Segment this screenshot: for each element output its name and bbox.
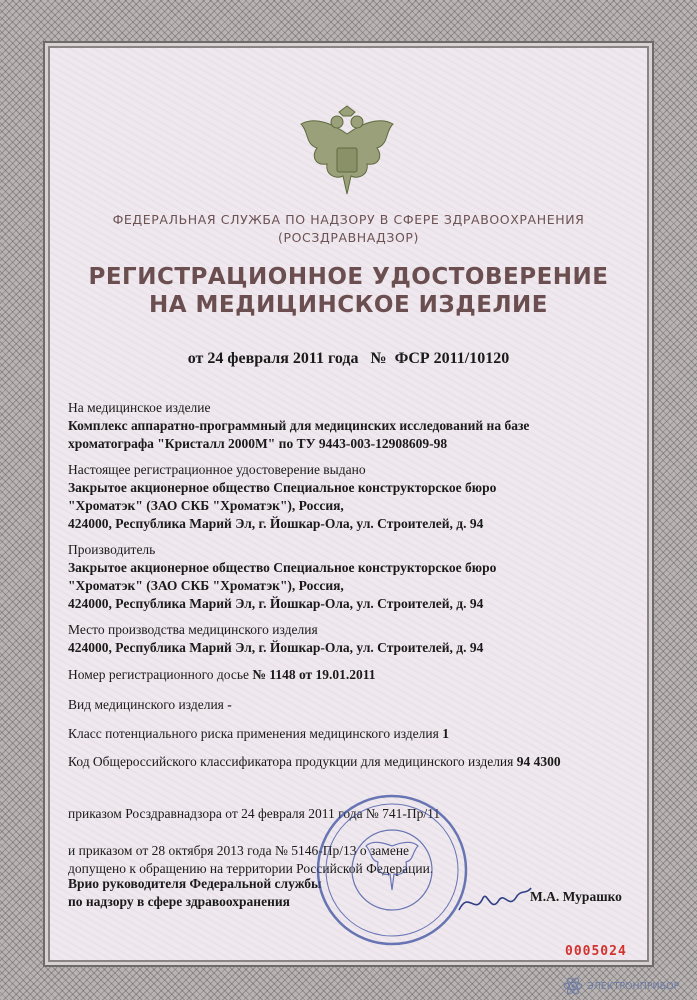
risk-value: 1 bbox=[442, 726, 449, 741]
device-name-line1: Комплекс аппаратно-программный для медицинских исследований на базе bbox=[68, 418, 530, 433]
signer-title-line2: по надзору в сфере здравоохранения bbox=[68, 894, 290, 909]
dossier-label: Номер регистрационного досье bbox=[68, 667, 253, 682]
okp-label: Код Общероссийского классификатора продукции для медицинского изделия bbox=[68, 754, 517, 769]
kind-value: - bbox=[227, 697, 232, 712]
coat-of-arms-emblem bbox=[293, 104, 401, 204]
document-title-line1: РЕГИСТРАЦИОННОЕ УДОСТОВЕРЕНИЕ bbox=[88, 264, 609, 290]
dossier-value: № 1148 от 19.01.2011 bbox=[252, 667, 376, 682]
atom-icon bbox=[563, 976, 583, 996]
manufacturer-line2: "Хроматэк" (ЗАО СКБ "Хроматэк"), Россия, bbox=[68, 578, 344, 593]
issued-label: Настоящее регистрационное удостоверение выдано bbox=[68, 462, 366, 477]
registration-date-number: от 24 февраля 2011 года № ФСР 2011/10120 bbox=[187, 350, 510, 367]
manufacturer-label: Производитель bbox=[68, 542, 156, 557]
okp-row bbox=[68, 754, 561, 770]
official-seal-stamp bbox=[312, 790, 472, 950]
device-name-line2: хроматографа "Кристалл 2000М" по ТУ 9443-003-12908609-98 bbox=[68, 436, 448, 451]
issued-line1: Закрытое акционерное общество Специальное конструкторское бюро bbox=[68, 480, 497, 495]
serial-number: 0005024 bbox=[565, 944, 627, 959]
order1-text: приказом Росздравнадзора от 24 февраля 2011 года № 741-Пр/11 bbox=[68, 806, 441, 821]
place-line1: 424000, Республика Марий Эл, г. Йошкар-Ола, ул. Строителей, д. 94 bbox=[68, 640, 484, 655]
device-label: На медицинское изделие bbox=[68, 400, 211, 415]
agency-abbrev: (РОСЗДРАВНАДЗОР) bbox=[277, 230, 419, 245]
watermark-text: ЭЛЕКТРОНПРИБОР bbox=[587, 980, 680, 992]
document-title-line2: НА МЕДИЦИНСКОЕ ИЗДЕЛИЕ bbox=[148, 292, 549, 318]
risk-row bbox=[68, 726, 449, 742]
manufacturer-line1: Закрытое акционерное общество Специальное конструкторское бюро bbox=[68, 560, 497, 575]
order3-text: допущено к обращению на территории Российской Федерации. bbox=[68, 861, 434, 876]
agency-name: ФЕДЕРАЛЬНАЯ СЛУЖБА ПО НАДЗОРУ В СФЕРЕ ЗДРАВООХРАНЕНИЯ bbox=[112, 212, 585, 227]
order2-text: и приказом от 28 октября 2013 года № 5146-Пр/13 о замене bbox=[68, 843, 410, 858]
issued-line3: 424000, Республика Марий Эл, г. Йошкар-Ола, ул. Строителей, д. 94 bbox=[68, 516, 484, 531]
okp-value: 94 4300 bbox=[516, 754, 561, 769]
manufacturer-line3: 424000, Республика Марий Эл, г. Йошкар-Ола, ул. Строителей, д. 94 bbox=[68, 596, 484, 611]
watermark-logo bbox=[563, 976, 679, 996]
signer-name: М.А. Мурашко bbox=[530, 889, 622, 904]
kind-row bbox=[68, 697, 232, 713]
signer-title-line1: Врио руководителя Федеральной службы bbox=[68, 876, 322, 891]
issued-line2: "Хроматэк" (ЗАО СКБ "Хроматэк"), Россия, bbox=[68, 498, 344, 513]
dossier-row bbox=[68, 667, 376, 683]
risk-label: Класс потенциального риска применения медицинского изделия bbox=[68, 726, 443, 741]
kind-label: Вид медицинского изделия bbox=[68, 697, 228, 712]
place-label: Место производства медицинского изделия bbox=[68, 622, 318, 637]
signature bbox=[455, 880, 535, 920]
